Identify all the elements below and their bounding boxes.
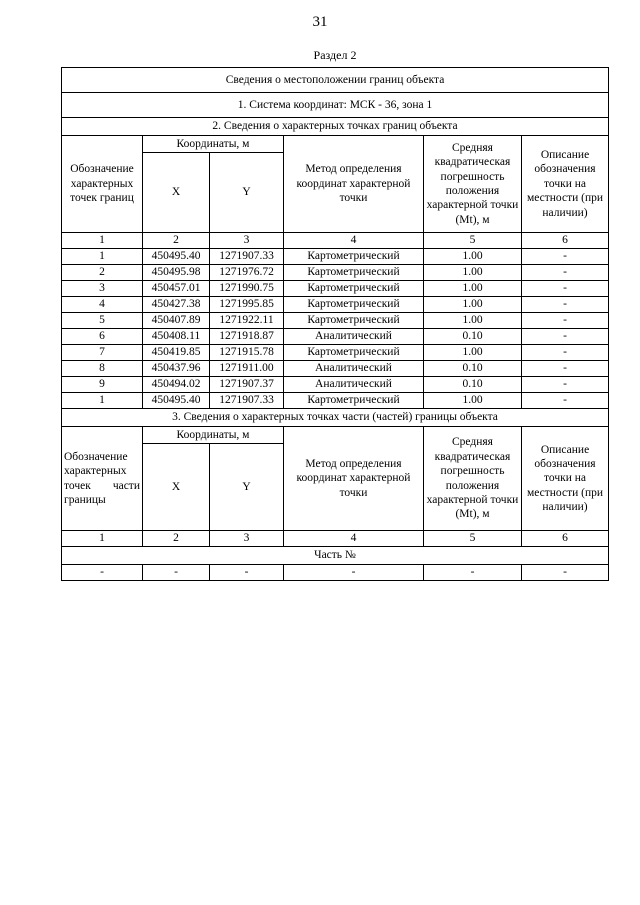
section2-colnum: 2 — [143, 233, 210, 249]
description-cell: - — [522, 313, 609, 329]
description-cell: - — [522, 281, 609, 297]
point-cell: 6 — [62, 329, 143, 345]
point-cell: 1 — [62, 249, 143, 265]
table-row — [62, 345, 609, 361]
y-cell: 1271918.87 — [210, 329, 284, 345]
point-cell: 7 — [62, 345, 143, 361]
method-cell: Картометрический — [284, 345, 424, 361]
empty-cell: - — [143, 565, 210, 581]
y-cell: 1271911.00 — [210, 361, 284, 377]
method-cell: Картометрический — [284, 265, 424, 281]
page-number: 31 — [312, 14, 328, 30]
empty-cell: - — [522, 565, 609, 581]
section3-header-method: Метод определения координат характерной точки — [284, 427, 424, 531]
section3-header-designation — [62, 427, 143, 531]
section3-header-description: Описание обозначения точки на местности (при наличии) — [522, 427, 609, 531]
y-cell: 1271907.37 — [210, 377, 284, 393]
x-cell: 450457.01 — [143, 281, 210, 297]
table-row — [62, 377, 609, 393]
table-row — [62, 393, 609, 409]
table-row — [62, 297, 609, 313]
coordinate-system: 1. Система координат: МСК - 36, зона 1 — [62, 93, 609, 118]
description-cell: - — [522, 377, 609, 393]
point-cell: 1 — [62, 393, 143, 409]
x-cell: 450408.11 — [143, 329, 210, 345]
section3-header-y: Y — [210, 444, 284, 531]
method-cell: Аналитический — [284, 361, 424, 377]
table-row — [62, 249, 609, 265]
section2-header-coords: Координаты, м — [143, 136, 284, 153]
method-cell: Аналитический — [284, 329, 424, 345]
point-cell: 8 — [62, 361, 143, 377]
error-cell: 1.00 — [424, 393, 522, 409]
point-cell: 3 — [62, 281, 143, 297]
description-cell: - — [522, 393, 609, 409]
section3-colnum: 4 — [284, 531, 424, 547]
y-cell: 1271907.33 — [210, 393, 284, 409]
point-cell: 9 — [62, 377, 143, 393]
description-cell: - — [522, 249, 609, 265]
table-row — [62, 329, 609, 345]
empty-cell: - — [62, 565, 143, 581]
x-cell: 450494.02 — [143, 377, 210, 393]
section3-header-x: X — [143, 444, 210, 531]
description-cell: - — [522, 265, 609, 281]
x-cell: 450495.98 — [143, 265, 210, 281]
section2-colnum: 6 — [522, 233, 609, 249]
table-row — [62, 281, 609, 297]
error-cell: 1.00 — [424, 249, 522, 265]
x-cell: 450407.89 — [143, 313, 210, 329]
point-cell: 5 — [62, 313, 143, 329]
method-cell: Картометрический — [284, 249, 424, 265]
section3-colnum: 1 — [62, 531, 143, 547]
y-cell: 1271990.75 — [210, 281, 284, 297]
x-cell: 450495.40 — [143, 393, 210, 409]
error-cell: 0.10 — [424, 361, 522, 377]
empty-cell: - — [284, 565, 424, 581]
method-cell: Аналитический — [284, 377, 424, 393]
y-cell: 1271976.72 — [210, 265, 284, 281]
part-label: Часть № — [62, 547, 609, 565]
error-cell: 1.00 — [424, 313, 522, 329]
method-cell: Картометрический — [284, 297, 424, 313]
section2-colnum: 5 — [424, 233, 522, 249]
section3-title: 3. Сведения о характерных точках части (частей) границы объекта — [62, 409, 609, 427]
section3-colnum: 3 — [210, 531, 284, 547]
error-cell: 0.10 — [424, 377, 522, 393]
y-cell: 1271907.33 — [210, 249, 284, 265]
table-row — [62, 313, 609, 329]
boundary-table — [61, 67, 609, 581]
error-cell: 1.00 — [424, 281, 522, 297]
section2-header-method: Метод определения координат характерной точки — [284, 136, 424, 233]
section-title: Раздел 2 — [313, 48, 357, 62]
method-cell: Картометрический — [284, 281, 424, 297]
empty-cell: - — [210, 565, 284, 581]
section3-colnum: 5 — [424, 531, 522, 547]
section2-header-designation: Обозначение характерных точек границ — [62, 136, 143, 233]
error-cell: 1.00 — [424, 265, 522, 281]
table-row — [62, 265, 609, 281]
section3-header-coords: Координаты, м — [143, 427, 284, 444]
point-cell: 2 — [62, 265, 143, 281]
method-cell: Картометрический — [284, 393, 424, 409]
section2-header-error: Средняя квадратическая погрешность положения характерной точки (Mt), м — [424, 136, 522, 233]
section2-title: 2. Сведения о характерных точках границ объекта — [62, 118, 609, 136]
section3-header-designation-text: Обозначение характерных точек части границы — [64, 450, 140, 506]
section3-colnum: 2 — [143, 531, 210, 547]
section2-colnum: 3 — [210, 233, 284, 249]
table-row — [62, 361, 609, 377]
error-cell: 0.10 — [424, 329, 522, 345]
section2-header-description: Описание обозначения точки на местности (при наличии) — [522, 136, 609, 233]
point-cell: 4 — [62, 297, 143, 313]
x-cell: 450419.85 — [143, 345, 210, 361]
method-cell: Картометрический — [284, 313, 424, 329]
y-cell: 1271922.11 — [210, 313, 284, 329]
error-cell: 1.00 — [424, 345, 522, 361]
section2-header-y: Y — [210, 153, 284, 233]
section2-header-x: X — [143, 153, 210, 233]
section3-header-error: Средняя квадратическая погрешность положения характерной точки (Mt), м — [424, 427, 522, 531]
section3-colnum: 6 — [522, 531, 609, 547]
error-cell: 1.00 — [424, 297, 522, 313]
description-cell: - — [522, 361, 609, 377]
y-cell: 1271915.78 — [210, 345, 284, 361]
section2-colnum: 4 — [284, 233, 424, 249]
x-cell: 450427.38 — [143, 297, 210, 313]
table-title: Сведения о местоположении границ объекта — [62, 68, 609, 93]
y-cell: 1271995.85 — [210, 297, 284, 313]
description-cell: - — [522, 297, 609, 313]
x-cell: 450437.96 — [143, 361, 210, 377]
x-cell: 450495.40 — [143, 249, 210, 265]
section2-colnum: 1 — [62, 233, 143, 249]
empty-cell: - — [424, 565, 522, 581]
description-cell: - — [522, 329, 609, 345]
description-cell: - — [522, 345, 609, 361]
